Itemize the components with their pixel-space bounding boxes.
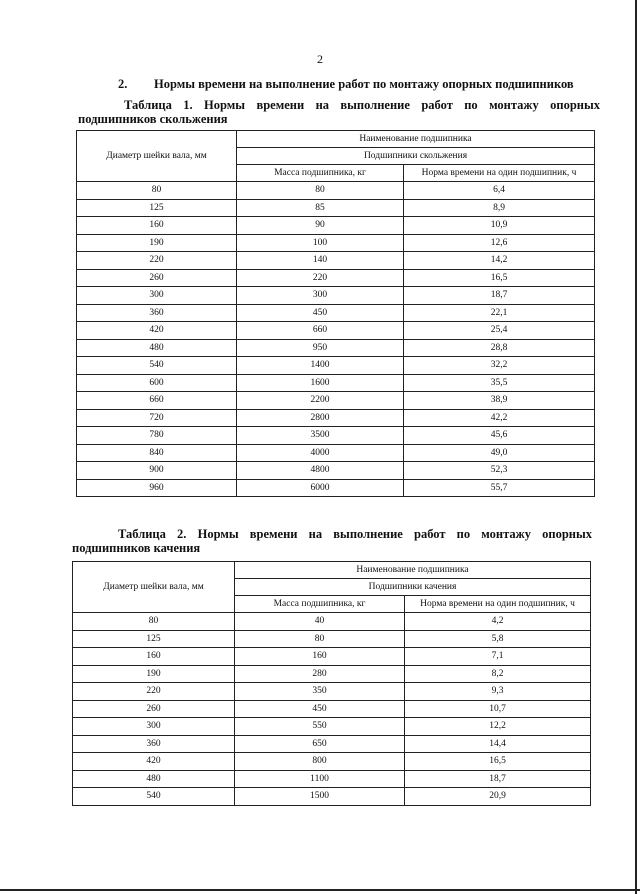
- cell-norm: 7,1: [405, 648, 591, 666]
- table-row: [77, 479, 595, 497]
- table-row: [73, 683, 591, 701]
- cell-shaft: 260: [77, 269, 237, 287]
- cell-mass: 80: [235, 630, 405, 648]
- table-row: [73, 665, 591, 683]
- table-row: [77, 287, 595, 305]
- table-row: [77, 234, 595, 252]
- cell-shaft: 220: [73, 683, 235, 701]
- cell-norm: 9,3: [405, 683, 591, 701]
- cell-norm: 8,2: [405, 665, 591, 683]
- cell-mass: 350: [235, 683, 405, 701]
- cell-mass: 220: [237, 269, 404, 287]
- cell-norm: 20,9: [405, 788, 591, 806]
- page-edge-right: [635, 0, 637, 894]
- cell-shaft: 80: [73, 613, 235, 631]
- table-row: [73, 700, 591, 718]
- cell-shaft: 220: [77, 252, 237, 270]
- table-row: [77, 217, 595, 235]
- table-row: [77, 199, 595, 217]
- cell-norm: 28,8: [404, 339, 595, 357]
- table2-caption: Таблица 2. Нормы времени на выполнение работ по монтажу опорных подшипников качения: [72, 527, 592, 555]
- table-row: [77, 252, 595, 270]
- cell-norm: 12,6: [404, 234, 595, 252]
- table-row: [73, 788, 591, 806]
- cell-norm: 18,7: [405, 770, 591, 788]
- cell-shaft: 420: [77, 322, 237, 340]
- cell-mass: 280: [235, 665, 405, 683]
- cell-mass: 6000: [237, 479, 404, 497]
- table-row: [77, 269, 595, 287]
- cell-shaft: 160: [77, 217, 237, 235]
- cell-mass: 2200: [237, 392, 404, 410]
- page-number: 2: [317, 52, 323, 66]
- table-row: [77, 444, 595, 462]
- cell-mass: 140: [237, 252, 404, 270]
- cell-norm: 4,2: [405, 613, 591, 631]
- cell-norm: 5,8: [405, 630, 591, 648]
- table2-header-shaft: Диаметр шейки вала, мм: [73, 562, 235, 613]
- cell-norm: 38,9: [404, 392, 595, 410]
- cell-mass: 80: [237, 182, 404, 200]
- cell-mass: 100: [237, 234, 404, 252]
- cell-norm: 32,2: [404, 357, 595, 375]
- cell-shaft: 660: [77, 392, 237, 410]
- table1-header-norm: Норма времени на один подшипник, ч: [404, 165, 595, 182]
- cell-shaft: 540: [73, 788, 235, 806]
- cell-shaft: 260: [73, 700, 235, 718]
- cell-shaft: 960: [77, 479, 237, 497]
- table-row: [73, 718, 591, 736]
- cell-norm: 22,1: [404, 304, 595, 322]
- table-row: [77, 322, 595, 340]
- cell-shaft: 300: [73, 718, 235, 736]
- table-row: [77, 409, 595, 427]
- cell-shaft: 80: [77, 182, 237, 200]
- cell-mass: 550: [235, 718, 405, 736]
- cell-norm: 14,2: [404, 252, 595, 270]
- cell-shaft: 160: [73, 648, 235, 666]
- cell-norm: 16,5: [404, 269, 595, 287]
- page-edge-bottom: [0, 889, 640, 891]
- table2-rolling-bearings: [72, 561, 591, 806]
- table-row: [77, 339, 595, 357]
- cell-shaft: 480: [73, 770, 235, 788]
- cell-norm: 25,4: [404, 322, 595, 340]
- cell-shaft: 480: [77, 339, 237, 357]
- table2-header-mass: Масса подшипника, кг: [235, 596, 405, 613]
- section-heading: [118, 77, 574, 92]
- cell-norm: 18,7: [404, 287, 595, 305]
- table-row: [73, 753, 591, 771]
- cell-norm: 6,4: [404, 182, 595, 200]
- cell-mass: 300: [237, 287, 404, 305]
- cell-shaft: 780: [77, 427, 237, 445]
- cell-mass: 85: [237, 199, 404, 217]
- cell-mass: 4800: [237, 462, 404, 480]
- table2-header-norm: Норма времени на один подшипник, ч: [405, 596, 591, 613]
- cell-mass: 1500: [235, 788, 405, 806]
- cell-norm: 10,7: [405, 700, 591, 718]
- table-row: [77, 357, 595, 375]
- cell-norm: 12,2: [405, 718, 591, 736]
- table-row: [77, 427, 595, 445]
- table1-header-bearing-name: Наименование подшипника: [237, 131, 595, 148]
- cell-norm: 49,0: [404, 444, 595, 462]
- cell-mass: 450: [237, 304, 404, 322]
- cell-shaft: 190: [73, 665, 235, 683]
- cell-norm: 35,5: [404, 374, 595, 392]
- cell-shaft: 840: [77, 444, 237, 462]
- cell-mass: 90: [237, 217, 404, 235]
- table2-header-bearing-type: Подшипники качения: [235, 579, 591, 596]
- cell-shaft: 360: [73, 735, 235, 753]
- cell-norm: 8,9: [404, 199, 595, 217]
- cell-mass: 1400: [237, 357, 404, 375]
- cell-shaft: 420: [73, 753, 235, 771]
- cell-mass: 2800: [237, 409, 404, 427]
- cell-norm: 42,2: [404, 409, 595, 427]
- table-row: [73, 613, 591, 631]
- table-row: [77, 392, 595, 410]
- table2-header-bearing-name: Наименование подшипника: [235, 562, 591, 579]
- cell-shaft: 360: [77, 304, 237, 322]
- cell-norm: 45,6: [404, 427, 595, 445]
- cell-shaft: 190: [77, 234, 237, 252]
- table-row: [77, 304, 595, 322]
- cell-mass: 450: [235, 700, 405, 718]
- cell-norm: 52,3: [404, 462, 595, 480]
- cell-mass: 660: [237, 322, 404, 340]
- table-row: [73, 630, 591, 648]
- table-row: [77, 462, 595, 480]
- cell-mass: 4000: [237, 444, 404, 462]
- cell-mass: 3500: [237, 427, 404, 445]
- cell-shaft: 125: [73, 630, 235, 648]
- cell-norm: 55,7: [404, 479, 595, 497]
- cell-norm: 10,9: [404, 217, 595, 235]
- table1-caption: Таблица 1. Нормы времени на выполнение работ по монтажу опорных подшипников скольжения: [78, 98, 600, 126]
- cell-shaft: 540: [77, 357, 237, 375]
- table-row: [73, 648, 591, 666]
- cell-mass: 800: [235, 753, 405, 771]
- table1-header-mass: Масса подшипника, кг: [237, 165, 404, 182]
- section-number: 2.: [118, 77, 128, 91]
- cell-norm: 16,5: [405, 753, 591, 771]
- table-row: [73, 770, 591, 788]
- table-row: [77, 182, 595, 200]
- section-title: Нормы времени на выполнение работ по монтажу опорных подшипников: [154, 77, 574, 91]
- table-row: [73, 735, 591, 753]
- cell-mass: 160: [235, 648, 405, 666]
- cell-mass: 650: [235, 735, 405, 753]
- cell-shaft: 125: [77, 199, 237, 217]
- cell-mass: 950: [237, 339, 404, 357]
- table1-header-shaft: Диаметр шейки вала, мм: [77, 131, 237, 182]
- table-row: [77, 374, 595, 392]
- table1-sliding-bearings: [76, 130, 595, 497]
- cell-mass: 40: [235, 613, 405, 631]
- cell-norm: 14,4: [405, 735, 591, 753]
- cell-mass: 1600: [237, 374, 404, 392]
- table1-header-bearing-type: Подшипники скольжения: [237, 148, 595, 165]
- cell-shaft: 600: [77, 374, 237, 392]
- cell-shaft: 300: [77, 287, 237, 305]
- cell-mass: 1100: [235, 770, 405, 788]
- cell-shaft: 900: [77, 462, 237, 480]
- cell-shaft: 720: [77, 409, 237, 427]
